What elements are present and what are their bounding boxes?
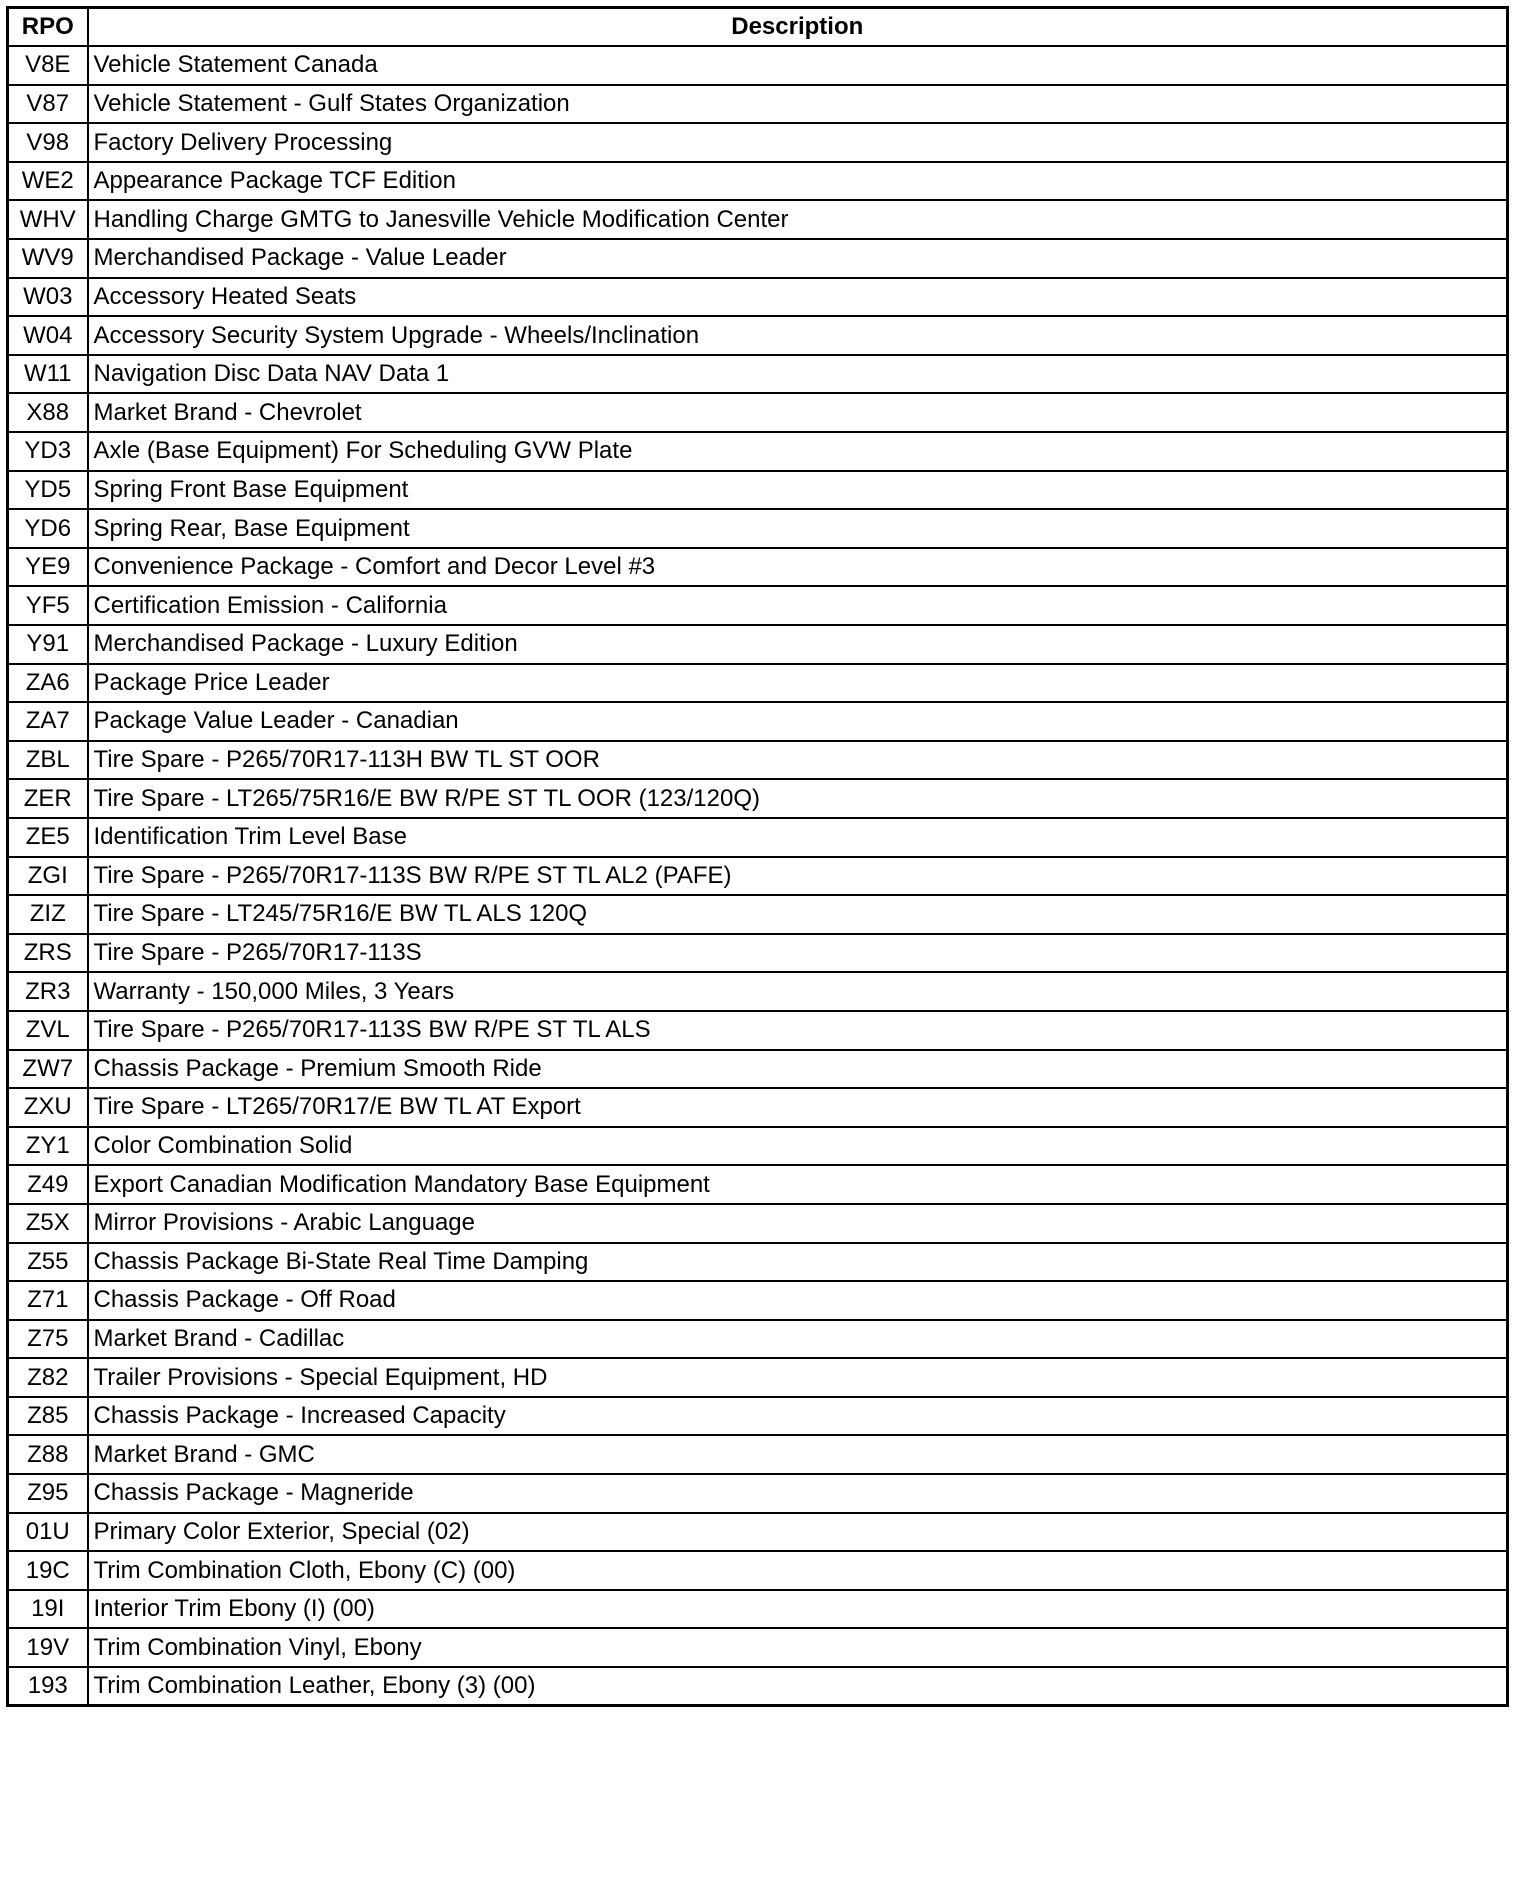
table-row: [8, 1281, 1508, 1320]
table-row: [8, 857, 1508, 896]
table-row: [8, 509, 1508, 548]
rpo-code-cell: 19C: [8, 1551, 88, 1590]
description-cell: Tire Spare - LT265/75R16/E BW R/PE ST TL OOR (123/120Q): [88, 779, 1508, 818]
table-row: [8, 123, 1508, 162]
description-cell: Trim Combination Vinyl, Ebony: [88, 1628, 1508, 1667]
description-cell: Vehicle Statement Canada: [88, 46, 1508, 85]
header-row: [8, 8, 1508, 47]
table-row: [8, 818, 1508, 857]
description-cell: Convenience Package - Comfort and Decor Level #3: [88, 548, 1508, 587]
description-cell: Trim Combination Cloth, Ebony (C) (00): [88, 1551, 1508, 1590]
table-row: [8, 779, 1508, 818]
rpo-code-cell: V8E: [8, 46, 88, 85]
table-row: [8, 471, 1508, 510]
rpo-code-cell: Z85: [8, 1397, 88, 1436]
description-cell: Accessory Heated Seats: [88, 278, 1508, 317]
header-description: Description: [88, 8, 1508, 47]
rpo-code-cell: ZBL: [8, 741, 88, 780]
description-cell: Market Brand - GMC: [88, 1435, 1508, 1474]
description-cell: Chassis Package - Increased Capacity: [88, 1397, 1508, 1436]
rpo-code-cell: ZA6: [8, 664, 88, 703]
description-cell: Tire Spare - P265/70R17-113S BW R/PE ST TL AL2 (PAFE): [88, 857, 1508, 896]
table-row: [8, 1628, 1508, 1667]
description-cell: Export Canadian Modification Mandatory Base Equipment: [88, 1165, 1508, 1204]
rpo-code-cell: Z49: [8, 1165, 88, 1204]
table-row: [8, 162, 1508, 201]
header-rpo: RPO: [8, 8, 88, 47]
rpo-code-cell: ZIZ: [8, 895, 88, 934]
description-cell: Trailer Provisions - Special Equipment, HD: [88, 1358, 1508, 1397]
rpo-code-cell: Z55: [8, 1243, 88, 1282]
description-cell: Navigation Disc Data NAV Data 1: [88, 355, 1508, 394]
rpo-code-cell: ZE5: [8, 818, 88, 857]
rpo-code-cell: ZY1: [8, 1127, 88, 1166]
table-row: [8, 741, 1508, 780]
rpo-code-cell: 19I: [8, 1590, 88, 1629]
table-row: [8, 355, 1508, 394]
rpo-code-cell: YF5: [8, 586, 88, 625]
description-cell: Primary Color Exterior, Special (02): [88, 1513, 1508, 1552]
rpo-code-cell: YD3: [8, 432, 88, 471]
rpo-code-cell: WE2: [8, 162, 88, 201]
description-cell: Tire Spare - P265/70R17-113S: [88, 934, 1508, 973]
rpo-code-cell: ZGI: [8, 857, 88, 896]
rpo-code-cell: ZW7: [8, 1050, 88, 1089]
table-row: [8, 432, 1508, 471]
table-row: [8, 1358, 1508, 1397]
rpo-table: [6, 6, 1509, 1707]
description-cell: Tire Spare - P265/70R17-113S BW R/PE ST TL ALS: [88, 1011, 1508, 1050]
table-row: [8, 1513, 1508, 1552]
description-cell: Vehicle Statement - Gulf States Organization: [88, 85, 1508, 124]
rpo-code-cell: Z95: [8, 1474, 88, 1513]
table-row: [8, 1204, 1508, 1243]
description-cell: Chassis Package - Magneride: [88, 1474, 1508, 1513]
rpo-code-cell: Z82: [8, 1358, 88, 1397]
table-row: [8, 46, 1508, 85]
rpo-code-cell: V87: [8, 85, 88, 124]
table-row: [8, 1397, 1508, 1436]
rpo-code-cell: 193: [8, 1667, 88, 1706]
table-row: [8, 85, 1508, 124]
table-row: [8, 1011, 1508, 1050]
table-row: [8, 1667, 1508, 1706]
rpo-code-cell: ZA7: [8, 702, 88, 741]
description-cell: Accessory Security System Upgrade - Wheels/Inclination: [88, 316, 1508, 355]
description-cell: Market Brand - Cadillac: [88, 1320, 1508, 1359]
table-row: [8, 664, 1508, 703]
table-row: [8, 548, 1508, 587]
rpo-code-cell: ZVL: [8, 1011, 88, 1050]
table-row: [8, 586, 1508, 625]
description-cell: Chassis Package - Premium Smooth Ride: [88, 1050, 1508, 1089]
table-row: [8, 316, 1508, 355]
table-row: [8, 1165, 1508, 1204]
description-cell: Chassis Package Bi-State Real Time Damping: [88, 1243, 1508, 1282]
description-cell: Tire Spare - LT245/75R16/E BW TL ALS 120Q: [88, 895, 1508, 934]
table-row: [8, 239, 1508, 278]
table-row: [8, 1050, 1508, 1089]
rpo-code-cell: YD6: [8, 509, 88, 548]
rpo-code-cell: W03: [8, 278, 88, 317]
description-cell: Mirror Provisions - Arabic Language: [88, 1204, 1508, 1243]
rpo-code-cell: 19V: [8, 1628, 88, 1667]
description-cell: Package Price Leader: [88, 664, 1508, 703]
description-cell: Interior Trim Ebony (I) (00): [88, 1590, 1508, 1629]
description-cell: Factory Delivery Processing: [88, 123, 1508, 162]
table-row: [8, 1435, 1508, 1474]
description-cell: Merchandised Package - Luxury Edition: [88, 625, 1508, 664]
rpo-code-cell: YE9: [8, 548, 88, 587]
rpo-code-cell: 01U: [8, 1513, 88, 1552]
table-row: [8, 625, 1508, 664]
description-cell: Chassis Package - Off Road: [88, 1281, 1508, 1320]
description-cell: Merchandised Package - Value Leader: [88, 239, 1508, 278]
rpo-code-cell: Y91: [8, 625, 88, 664]
rpo-code-cell: ZXU: [8, 1088, 88, 1127]
table-row: [8, 1127, 1508, 1166]
description-cell: Spring Rear, Base Equipment: [88, 509, 1508, 548]
table-row: [8, 200, 1508, 239]
table-row: [8, 1320, 1508, 1359]
table-row: [8, 972, 1508, 1011]
description-cell: Spring Front Base Equipment: [88, 471, 1508, 510]
rpo-code-cell: W04: [8, 316, 88, 355]
table-row: [8, 702, 1508, 741]
description-cell: Market Brand - Chevrolet: [88, 393, 1508, 432]
description-cell: Tire Spare - LT265/70R17/E BW TL AT Export: [88, 1088, 1508, 1127]
rpo-code-cell: WHV: [8, 200, 88, 239]
table-row: [8, 1590, 1508, 1629]
rpo-code-cell: X88: [8, 393, 88, 432]
rpo-code-cell: W11: [8, 355, 88, 394]
description-cell: Handling Charge GMTG to Janesville Vehicle Modification Center: [88, 200, 1508, 239]
description-cell: Appearance Package TCF Edition: [88, 162, 1508, 201]
rpo-code-cell: V98: [8, 123, 88, 162]
rpo-code-cell: ZRS: [8, 934, 88, 973]
rpo-code-cell: ZR3: [8, 972, 88, 1011]
rpo-code-cell: Z88: [8, 1435, 88, 1474]
rpo-code-cell: ZER: [8, 779, 88, 818]
table-row: [8, 1551, 1508, 1590]
description-cell: Package Value Leader - Canadian: [88, 702, 1508, 741]
description-cell: Axle (Base Equipment) For Scheduling GVW Plate: [88, 432, 1508, 471]
table-body: [8, 46, 1508, 1706]
rpo-code-cell: Z5X: [8, 1204, 88, 1243]
rpo-code-cell: YD5: [8, 471, 88, 510]
description-cell: Tire Spare - P265/70R17-113H BW TL ST OOR: [88, 741, 1508, 780]
rpo-code-cell: Z71: [8, 1281, 88, 1320]
table-row: [8, 1474, 1508, 1513]
table-row: [8, 1243, 1508, 1282]
description-cell: Warranty - 150,000 Miles, 3 Years: [88, 972, 1508, 1011]
table-row: [8, 278, 1508, 317]
rpo-code-cell: WV9: [8, 239, 88, 278]
rpo-code-cell: Z75: [8, 1320, 88, 1359]
description-cell: Trim Combination Leather, Ebony (3) (00): [88, 1667, 1508, 1706]
table-row: [8, 1088, 1508, 1127]
table-row: [8, 895, 1508, 934]
table-row: [8, 934, 1508, 973]
description-cell: Color Combination Solid: [88, 1127, 1508, 1166]
table-row: [8, 393, 1508, 432]
description-cell: Certification Emission - California: [88, 586, 1508, 625]
description-cell: Identification Trim Level Base: [88, 818, 1508, 857]
